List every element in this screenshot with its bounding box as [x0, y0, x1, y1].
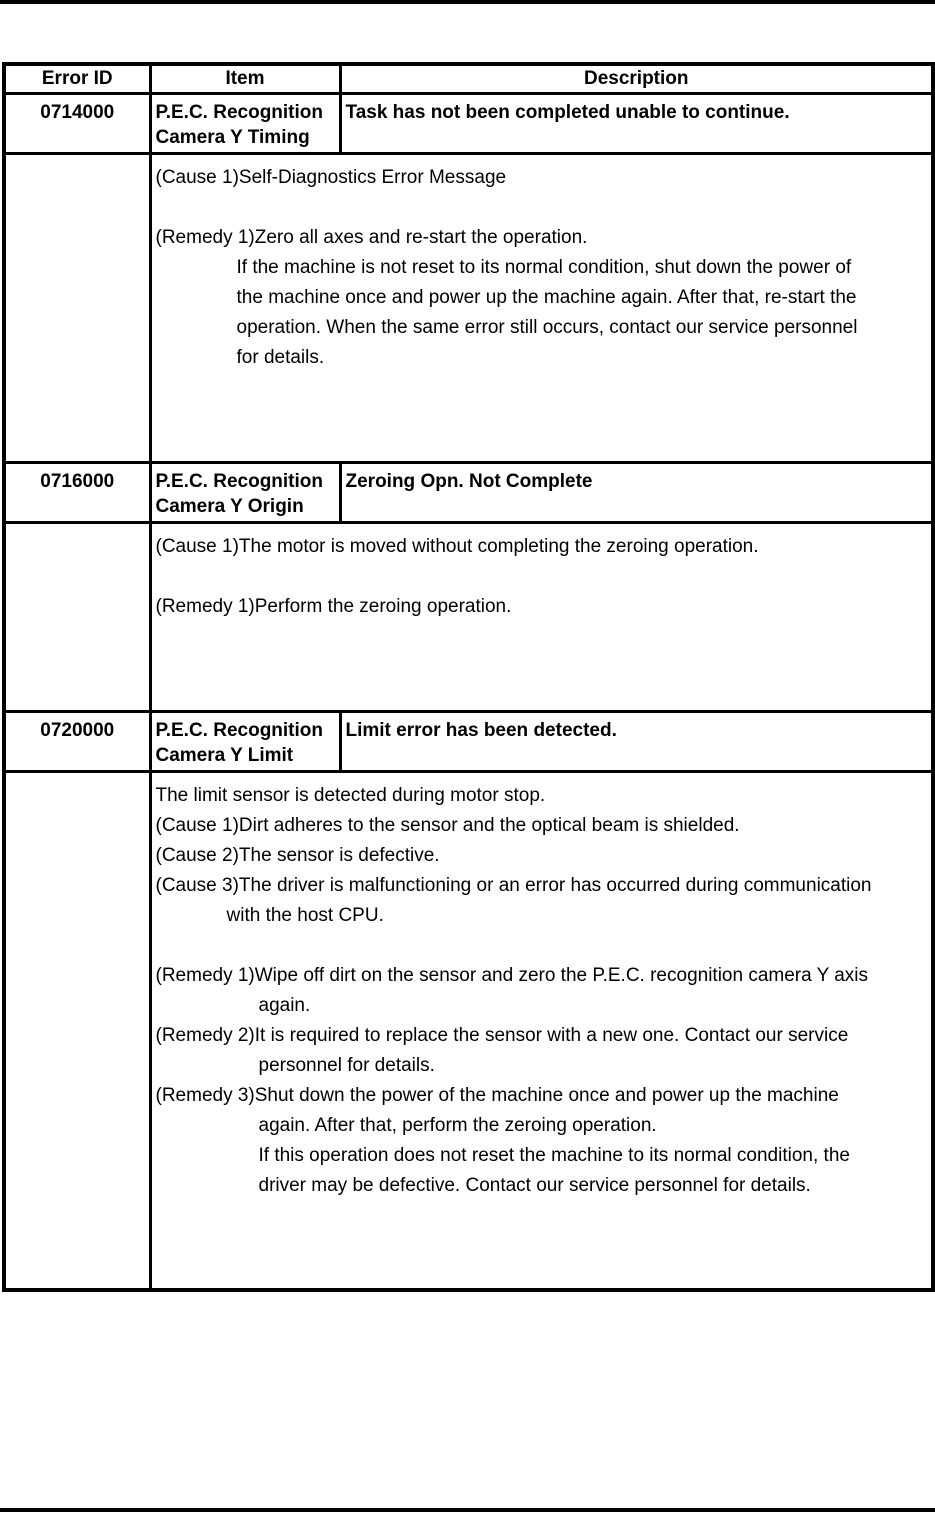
- detail-label: (Cause 3): [155, 875, 239, 896]
- detail-line: [156, 283, 926, 313]
- detail-text: Self-Diagnostics Error Message: [238, 167, 507, 188]
- detail-text: It is required to replace the sensor with a new one. Contact our service: [254, 1025, 849, 1046]
- detail-text: The driver is malfunctioning or an error has occurred during communication: [238, 875, 872, 896]
- detail-text: again. After that, perform the zeroing operation.: [258, 1115, 657, 1136]
- detail-label: (Cause 1): [155, 536, 239, 557]
- detail-label: [156, 991, 227, 1021]
- item-cell: [150, 94, 340, 154]
- detail-spacer-cell: [4, 772, 150, 1291]
- detail-line: [156, 1051, 926, 1081]
- detail-label: [156, 283, 227, 313]
- detail-line: [156, 1081, 926, 1111]
- error-detail-row: [4, 154, 933, 463]
- detail-text-cell: [150, 523, 933, 712]
- error-table-body: [4, 94, 933, 1291]
- detail-line: [156, 991, 926, 1021]
- detail-line: [156, 343, 926, 373]
- detail-label: (Remedy 2): [155, 1025, 255, 1046]
- detail-text: again.: [258, 995, 311, 1016]
- detail-line: [156, 163, 926, 193]
- detail-spacer-cell: [4, 523, 150, 712]
- detail-label: (Cause 1): [155, 167, 239, 188]
- detail-label: [156, 1171, 227, 1201]
- detail-line: [156, 1111, 926, 1141]
- error-detail-row: [4, 523, 933, 712]
- page-bottom-rule: [0, 1508, 935, 1512]
- detail-text: Perform the zeroing operation.: [254, 596, 512, 617]
- detail-label: (Remedy 1): [155, 965, 255, 986]
- detail-label: [156, 901, 227, 931]
- detail-text: The sensor is defective.: [238, 845, 440, 866]
- detail-text: Wipe off dirt on the sensor and zero the P.E.C. recognition camera Y axis: [254, 965, 869, 986]
- detail-line: [156, 313, 926, 343]
- item-line: P.E.C. Recognition: [155, 102, 324, 123]
- detail-label: [156, 343, 227, 373]
- column-header-error-id: Error ID: [4, 64, 150, 94]
- detail-label: [156, 1141, 227, 1171]
- detail-line: [156, 1021, 926, 1051]
- detail-text: the machine once and power up the machine again. After that, re-start the: [236, 287, 857, 308]
- detail-text: Dirt adheres to the sensor and the optical beam is shielded.: [238, 815, 740, 836]
- column-header-description: Description: [340, 64, 933, 94]
- detail-text: personnel for details.: [258, 1055, 435, 1076]
- table-header-row: [4, 64, 933, 94]
- detail-text: If this operation does not reset the machine to its normal condition, the: [258, 1145, 850, 1166]
- detail-label: [156, 1051, 227, 1081]
- error-entry-row: [4, 463, 933, 523]
- detail-text: Zero all axes and re-start the operation.: [254, 227, 588, 248]
- detail-label: [156, 313, 227, 343]
- detail-line: [156, 532, 926, 562]
- detail-line: [156, 901, 926, 931]
- detail-line: [156, 1141, 926, 1171]
- detail-line: [156, 1171, 926, 1201]
- detail-text: for details.: [236, 347, 325, 368]
- detail-spacer-cell: [4, 154, 150, 463]
- error-detail-row: [4, 772, 933, 1291]
- detail-text: with the host CPU.: [226, 905, 384, 926]
- item-line: Camera Y Limit: [155, 745, 294, 766]
- detail-text: operation. When the same error still occurs, contact our service personnel: [236, 317, 858, 338]
- detail-text: The motor is moved without completing the zeroing operation.: [238, 536, 759, 557]
- error-id-cell: 0714000: [4, 94, 150, 154]
- detail-blank-line: [156, 562, 926, 592]
- detail-line: [156, 841, 926, 871]
- detail-label: (Remedy 1): [155, 227, 255, 248]
- item-line: Camera Y Timing: [155, 127, 310, 148]
- detail-label: [156, 1111, 227, 1141]
- detail-label: (Remedy 1): [155, 596, 255, 617]
- detail-line: [156, 592, 926, 622]
- detail-line: The limit sensor is detected during motor stop.: [155, 785, 546, 806]
- detail-line: [156, 223, 926, 253]
- detail-blank-line: [156, 931, 926, 961]
- error-entry-row: [4, 94, 933, 154]
- detail-line: [156, 253, 926, 283]
- column-header-item: Item: [150, 64, 340, 94]
- detail-blank-line: [156, 193, 926, 223]
- detail-label: (Cause 1): [155, 815, 239, 836]
- item-cell: [150, 463, 340, 523]
- detail-text: driver may be defective. Contact our service personnel for details.: [258, 1175, 811, 1196]
- description-cell: Zeroing Opn. Not Complete: [340, 463, 933, 523]
- detail-line: [156, 961, 926, 991]
- item-line: P.E.C. Recognition: [155, 720, 324, 741]
- description-cell: Task has not been completed unable to continue.: [340, 94, 933, 154]
- error-entry-row: [4, 712, 933, 772]
- error-id-cell: 0716000: [4, 463, 150, 523]
- item-cell: [150, 712, 340, 772]
- detail-text-cell: [150, 154, 933, 463]
- detail-text: Shut down the power of the machine once and power up the machine: [254, 1085, 839, 1106]
- detail-text: If the machine is not reset to its normal condition, shut down the power of: [236, 257, 852, 278]
- detail-label: (Cause 2): [155, 845, 239, 866]
- detail-label: [156, 253, 227, 283]
- item-line: Camera Y Origin: [155, 496, 304, 517]
- error-code-table: [2, 62, 935, 1292]
- page-top-rule: [0, 0, 935, 4]
- detail-line: [156, 871, 926, 901]
- detail-text-cell: [150, 772, 933, 1291]
- item-line: P.E.C. Recognition: [155, 471, 324, 492]
- error-id-cell: 0720000: [4, 712, 150, 772]
- description-cell: Limit error has been detected.: [340, 712, 933, 772]
- detail-label: (Remedy 3): [155, 1085, 255, 1106]
- detail-line: [156, 811, 926, 841]
